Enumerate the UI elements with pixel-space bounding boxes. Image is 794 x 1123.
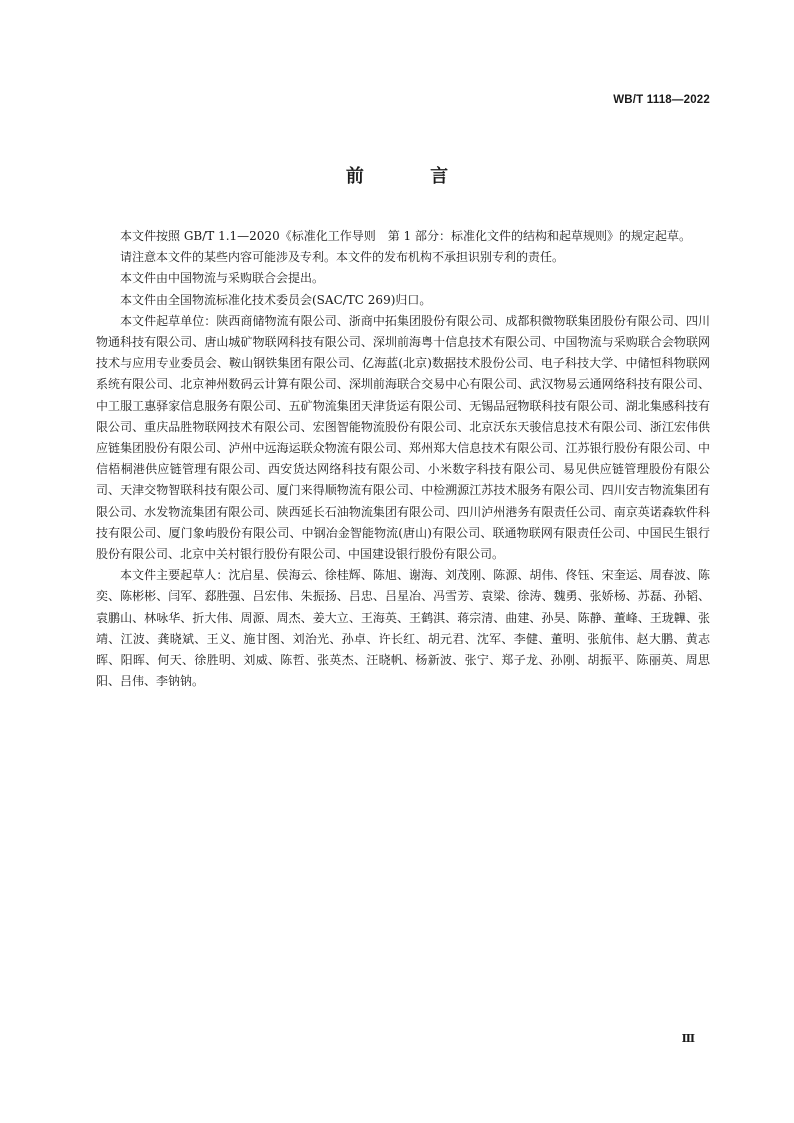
paragraph-drafting-rules: 本文件按照 GB/T 1.1—2020《标准化工作导则 第 1 部分：标准化文件的结构和起草规则》的规定起草。	[120, 229, 691, 243]
paragraph-proposer: 本文件由中国物流与采购联合会提出。	[120, 271, 325, 286]
paragraph-drafting-units: 本文件起草单位：陕西商储物流有限公司、浙商中拓集团股份有限公司、成都积微物联集团股份有限公司、四川物通科技有限公司、唐山城矿物联网科技有限公司、深圳前海粤十信息技术有限公司、中国物流与采购联合会物联网技术与应用专业委员会、鞍山钢铁集团有限公司、亿海蓝(北京)数据技术股份公司、电子科技大学、中储恒科物联网系统有限公司、北京神州数码云计算有限公司、深圳前海联合交易中心有限公司、武汉物易云通网络科技有限公司、中工服工惠驿家信息服务有限公司、五矿物流集团天津货运有限公司、无锡品冠物联科技有限公司、湖北集感科技有限公司、重庆品胜物联网技术有限公司、宏图智能物流股份有限公司、北京沃东天骏信息技术有限公司、浙江宏伟供应链集团股份有限公司、泸州中远海运联众物流有限公司、郑州郑大信息技术有限公司、江苏银行股份有限公司、中信梧桐港供应链管理有限公司、西安货达网络科技有限公司、小米数字科技有限公司、易见供应链管理股份有限公司、天津交物智联科技有限公司、厦门来得顺物流有限公司、中检溯源江苏技术服务有限公司、四川安吉物流集团有限公司、水发物流集团有限公司、陕西延长石油物流集团有限公司、四川泸州港务有限责任公司、南京英诺森软件科技有限公司、厦门象屿股份有限公司、中钢冶金智能物流(唐山)有限公司、联通物联网有限责任公司、中国民生银行股份有限公司、北京中关村银行股份有限公司、中国建设银行股份有限公司。	[96, 313, 710, 562]
page-number: Ⅲ	[681, 1032, 695, 1045]
paragraph-drafters: 本文件主要起草人：沈启星、侯海云、徐桂辉、陈旭、谢海、刘茂刚、陈源、胡伟、佟钰、宋奎运、周春波、陈奕、陈彬彬、闫军、郄胜强、吕宏伟、朱振扬、吕忠、吕星冶、冯雪芳、袁梁、徐涛、魏勇、张娇杨、苏磊、孙韬、袁鹏山、林咏华、折大伟、周源、周杰、姜大立、王海英、王鹤淇、蒋宗清、曲建、孙昊、陈静、董峰、王珑韡、张靖、江波、龚晓斌、王义、施甘图、刘治光、孙卓、许长红、胡元君、沈军、李健、董明、张航伟、赵大鹏、黄志晖、阳晖、何天、徐胜明、刘威、陈哲、张英杰、汪晓帆、杨新波、张宁、郑子龙、孙刚、胡振平、陈丽英、周思阳、吕伟、李钠钠。	[96, 568, 710, 689]
foreword-body	[96, 226, 710, 692]
paragraph-committee: 本文件由全国物流标准化技术委员会(SAC/TC 269)归口。	[120, 292, 432, 307]
page-title: 前 言	[345, 166, 479, 187]
paragraph-patent-notice: 请注意本文件的某些内容可能涉及专利。本文件的发布机构不承担识别专利的责任。	[120, 250, 565, 265]
standard-number: WB/T 1118—2022	[613, 94, 710, 106]
